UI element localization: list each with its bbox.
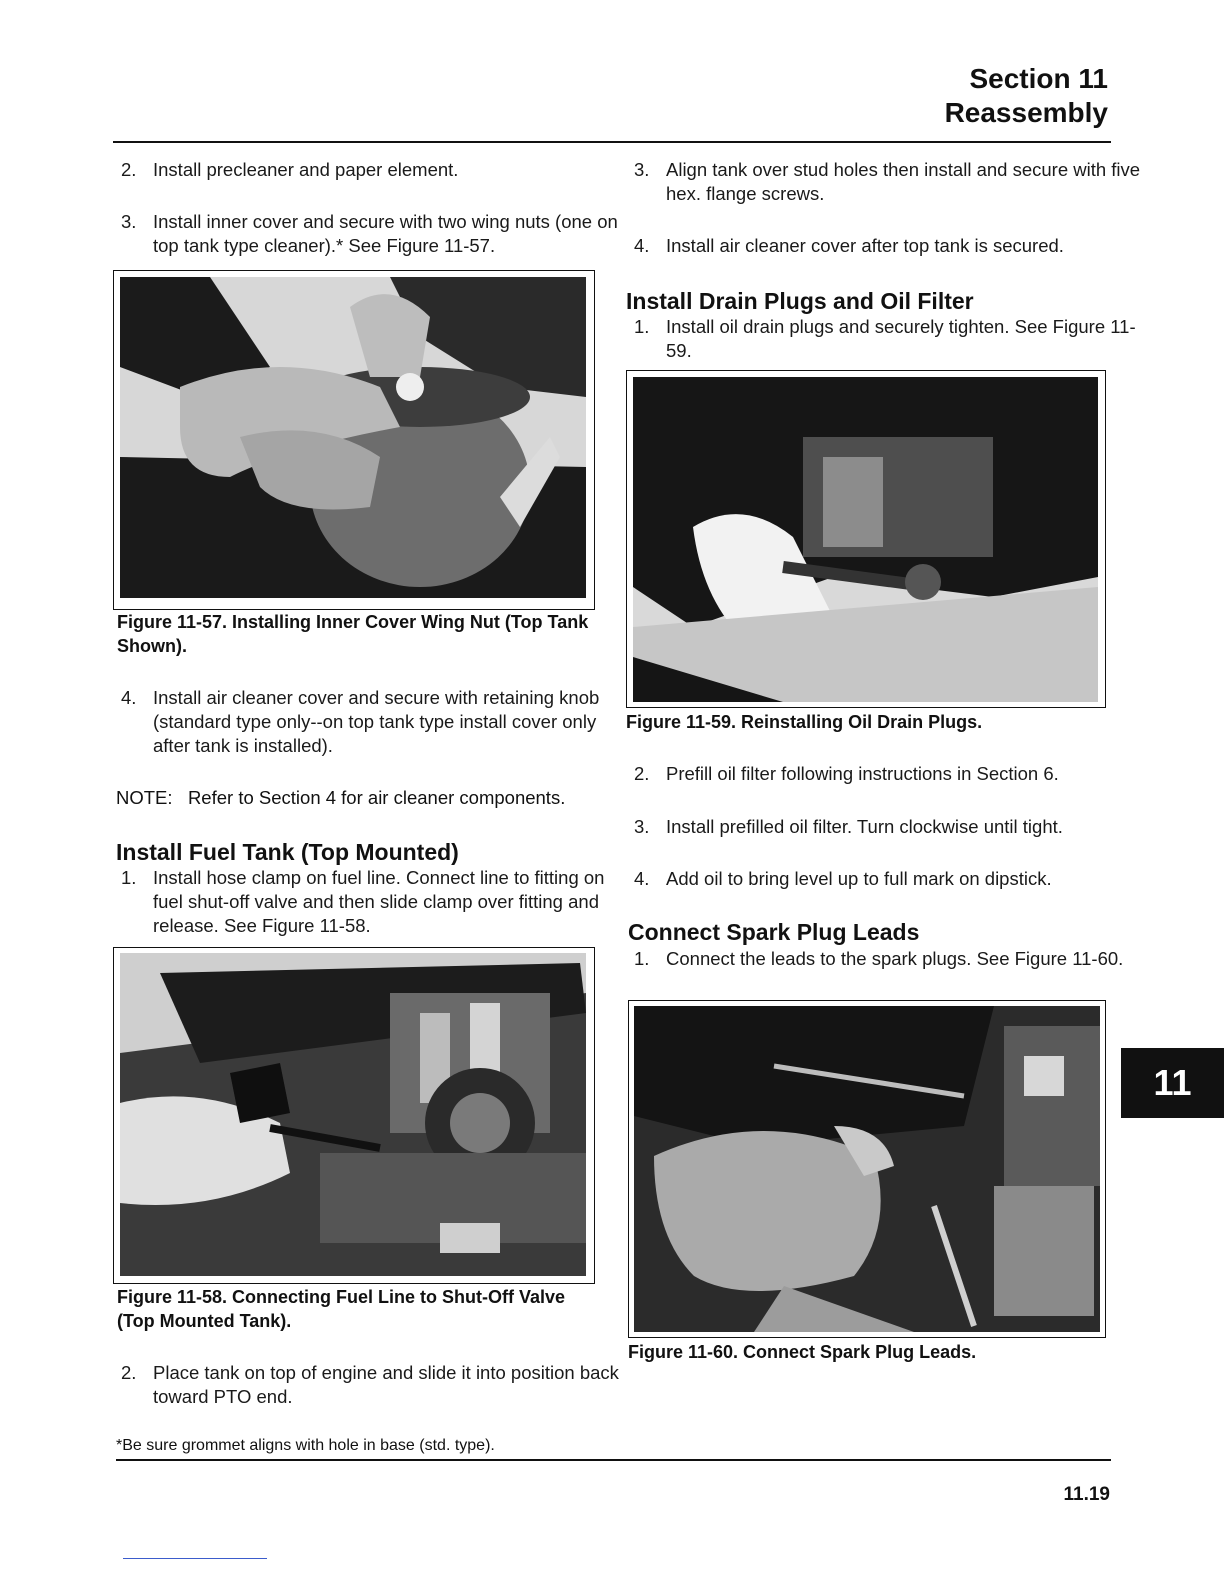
left-step-2	[113, 158, 635, 182]
drain-step-1	[626, 315, 1152, 363]
section-tab: 11	[1121, 1048, 1224, 1118]
heading-install-fuel-tank: Install Fuel Tank (Top Mounted)	[116, 839, 459, 865]
heading-connect-spark-plug-leads: Connect Spark Plug Leads	[628, 919, 920, 945]
step-text: Install air cleaner cover after top tank is secured.	[666, 235, 1064, 256]
step-number: 2.	[121, 1362, 137, 1383]
header-rule	[113, 141, 1111, 143]
note: NOTE: Refer to Section 4 for air cleaner components.	[116, 787, 566, 808]
figure-11-60-photo	[634, 1006, 1100, 1332]
left-step-4	[113, 686, 635, 758]
step-text: Install air cleaner cover and secure with retaining knob (standard type only--on top tank type install cover only after tank is installed).	[153, 687, 600, 756]
step-text: Install oil drain plugs and securely tighten. See Figure 11-59.	[666, 316, 1136, 361]
drain-step-2	[626, 762, 1152, 786]
step-number: 4.	[634, 235, 650, 256]
figure-11-60-caption: Figure 11-60. Connect Spark Plug Leads.	[628, 1342, 977, 1362]
figure-11-57-photo	[120, 277, 586, 598]
heading-install-drain-plugs: Install Drain Plugs and Oil Filter	[626, 288, 974, 314]
fuel-tank-step-2	[113, 1361, 635, 1409]
spark-step-1	[626, 947, 1152, 971]
fuel-tank-step-3	[626, 158, 1152, 206]
section-title: Reassembly	[944, 97, 1108, 128]
step-number: 1.	[634, 316, 650, 337]
step-text: Prefill oil filter following instructions in Section 6.	[666, 763, 1059, 784]
step-number: 3.	[634, 159, 650, 180]
drain-step-4	[626, 867, 1152, 891]
step-text: Place tank on top of engine and slide it into position back toward PTO end.	[153, 1362, 619, 1407]
step-text: Install precleaner and paper element.	[153, 159, 459, 180]
step-text: Connect the leads to the spark plugs. See Figure 11-60.	[666, 948, 1124, 969]
step-text: Align tank over stud holes then install and secure with five hex. flange screws.	[666, 159, 1141, 204]
step-text: Install hose clamp on fuel line. Connect line to fitting on fuel shut-off valve and then slide clamp over fitting and release. See Figure 11-58.	[153, 867, 605, 936]
bottom-link-line	[123, 1558, 267, 1559]
figure-11-58-photo	[120, 953, 586, 1276]
step-text: Add oil to bring level up to full mark on dipstick.	[666, 868, 1052, 889]
figure-11-59-caption: Figure 11-59. Reinstalling Oil Drain Plugs.	[626, 712, 983, 732]
figure-11-59-photo	[633, 377, 1098, 702]
step-text: Install prefilled oil filter. Turn clockwise until tight.	[666, 816, 1063, 837]
step-number: 2.	[634, 763, 650, 784]
left-step-3	[113, 210, 635, 258]
fuel-tank-step-4	[626, 234, 1152, 258]
fuel-tank-step-1	[113, 866, 635, 938]
drain-step-3	[626, 815, 1152, 839]
step-number: 3.	[634, 816, 650, 837]
footer-rule	[116, 1459, 1111, 1461]
step-number: 3.	[121, 211, 137, 232]
section-number: Section 11	[969, 63, 1108, 94]
step-number: 1.	[634, 948, 650, 969]
page-number: 11.19	[1063, 1484, 1110, 1505]
step-number: 2.	[121, 159, 137, 180]
figure-11-57-caption: Figure 11-57. Installing Inner Cover Wing Nut (Top Tank Shown).	[117, 612, 589, 656]
step-number: 4.	[121, 687, 137, 708]
step-text: Install inner cover and secure with two wing nuts (one on top tank type cleaner).* See Figure 11-57.	[153, 211, 618, 256]
footnote: *Be sure grommet aligns with hole in base (std. type).	[116, 1437, 495, 1454]
step-number: 1.	[121, 867, 137, 888]
figure-11-58-caption: Figure 11-58. Connecting Fuel Line to Shut-Off Valve (Top Mounted Tank).	[117, 1287, 566, 1331]
step-number: 4.	[634, 868, 650, 889]
